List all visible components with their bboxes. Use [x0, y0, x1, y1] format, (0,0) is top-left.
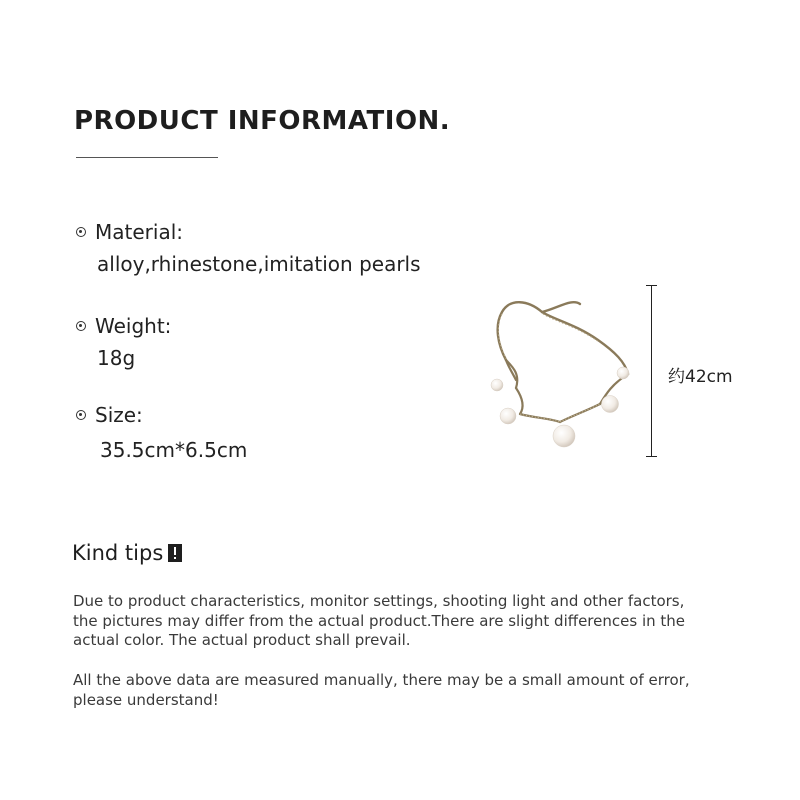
spec-size-value: 35.5cm*6.5cm [100, 438, 248, 462]
spec-material [76, 220, 421, 276]
radio-bullet-icon [76, 227, 86, 237]
tips-paragraph-1: Due to product characteristics, monitor settings, shooting light and other factors, the pictures may differ from the actual product.There are slight differences in the actual color. The actual product shall prevail. [73, 592, 685, 649]
spec-weight-value: 18g [97, 346, 136, 370]
kind-tips-heading [72, 541, 182, 565]
spec-weight [76, 314, 171, 370]
spec-weight-label: Weight: [95, 314, 172, 338]
radio-bullet-icon [76, 410, 86, 420]
dimension-cap-bottom [646, 456, 657, 457]
spec-material-label: Material: [95, 220, 183, 244]
tips-paragraph-2: All the above data are measured manually, there may be a small amount of error, please understand! [73, 671, 690, 709]
page-title: PRODUCT INFORMATION. [74, 106, 451, 136]
title-underline [76, 157, 218, 158]
exclamation-icon [168, 544, 182, 562]
spec-size [76, 403, 247, 462]
radio-bullet-icon [76, 321, 86, 331]
necklace-product-image [480, 290, 650, 460]
kind-tips-heading-text: Kind tips [72, 541, 164, 565]
dimension-label: 约42cm [668, 367, 733, 387]
spec-material-value: alloy,rhinestone,imitation pearls [97, 252, 421, 276]
dimension-line [651, 285, 652, 457]
spec-size-label: Size: [95, 403, 143, 427]
